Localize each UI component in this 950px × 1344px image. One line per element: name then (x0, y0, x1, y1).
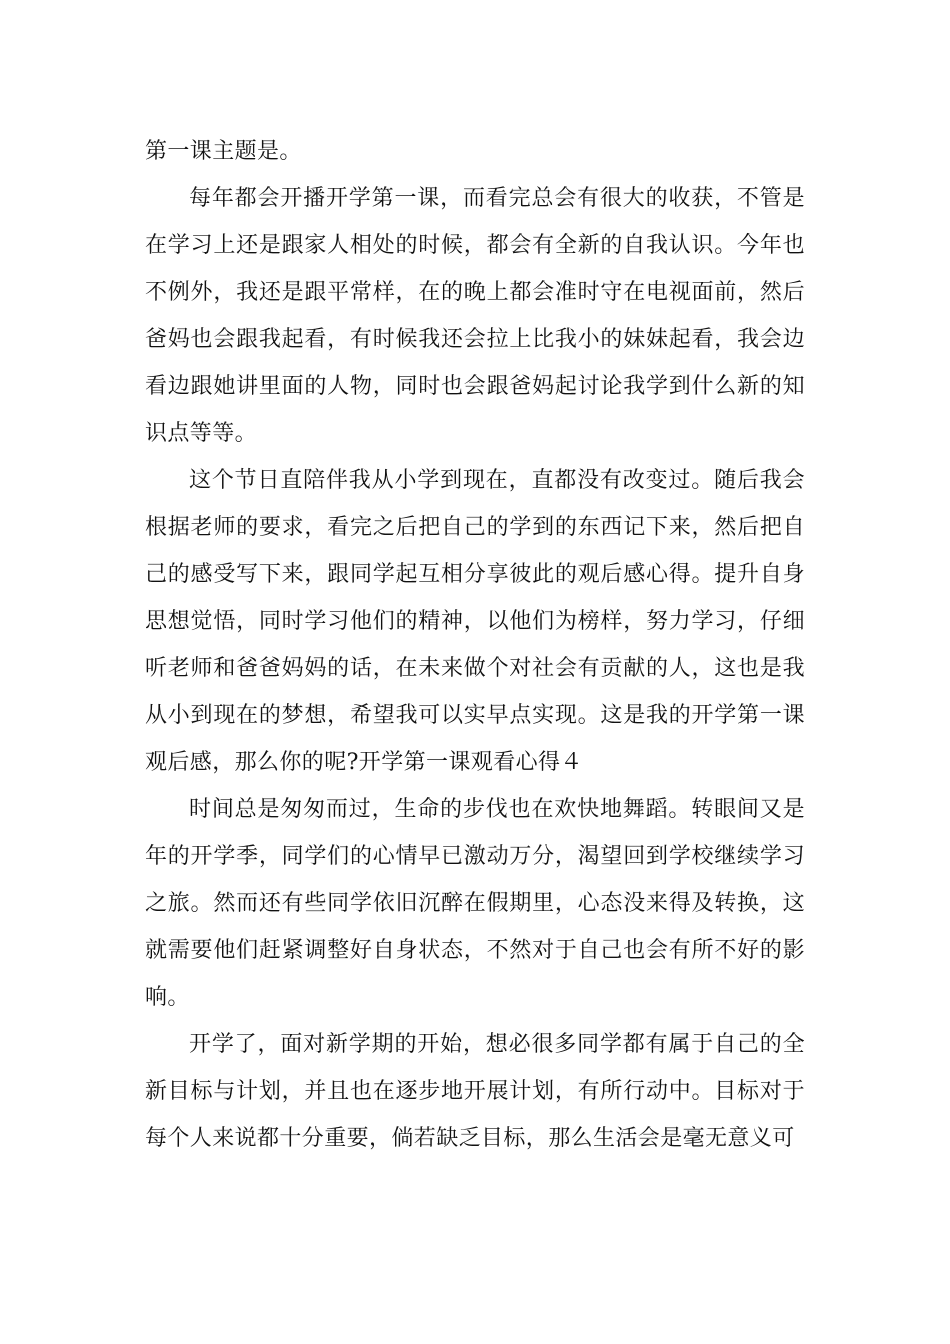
paragraph-1: 第一课主题是。 (145, 139, 302, 164)
paragraph-3: 这个节日直陪伴我从小学到现在，直都没有改变过。随后我会根据老师的要求，看完之后把自己的学到的东西记下来，然后把自己的感受写下来，跟同学起互相分享彼此的观后感心得。提升自身思想觉悟，同时学习他们的精神，以他们为榜样，努力学习，仔细听老师和爸爸妈妈的话，在未来做个对社会有贡献的人，这也是我从小到现在的梦想，希望我可以实早点实现。这是我的开学第一课观后感，那么你的呢?开学第一课观看心得４ (145, 468, 805, 775)
document-page (145, 128, 805, 1162)
paragraph-2: 每年都会开播开学第一课，而看完总会有很大的收获，不管是在学习上还是跟家人相处的时候，都会有全新的自我认识。今年也不例外，我还是跟平常样，在的晚上都会准时守在电视面前，然后爸妈也会跟我起看，有时候我还会拉上比我小的妹妹起看，我会边看边跟她讲里面的人物，同时也会跟爸妈起讨论我学到什么新的知识点等等。 (145, 186, 805, 446)
paragraph-5: 开学了，面对新学期的开始，想必很多同学都有属于自己的全新目标与计划，并且也在逐步地开展计划，有所行动中。目标对于每个人来说都十分重要，倘若缺乏目标，那么生活会是毫无意义可 (145, 1032, 805, 1151)
paragraph-4: 时间总是匆匆而过，生命的步伐也在欢快地舞蹈。转眼间又是年的开学季，同学们的心情早已激动万分，渴望回到学校继续学习之旅。然而还有些同学依旧沉醉在假期里，心态没来得及转换，这就需要他们赶紧调整好自身状态，不然对于自己也会有所不好的影响。 (145, 797, 805, 1010)
